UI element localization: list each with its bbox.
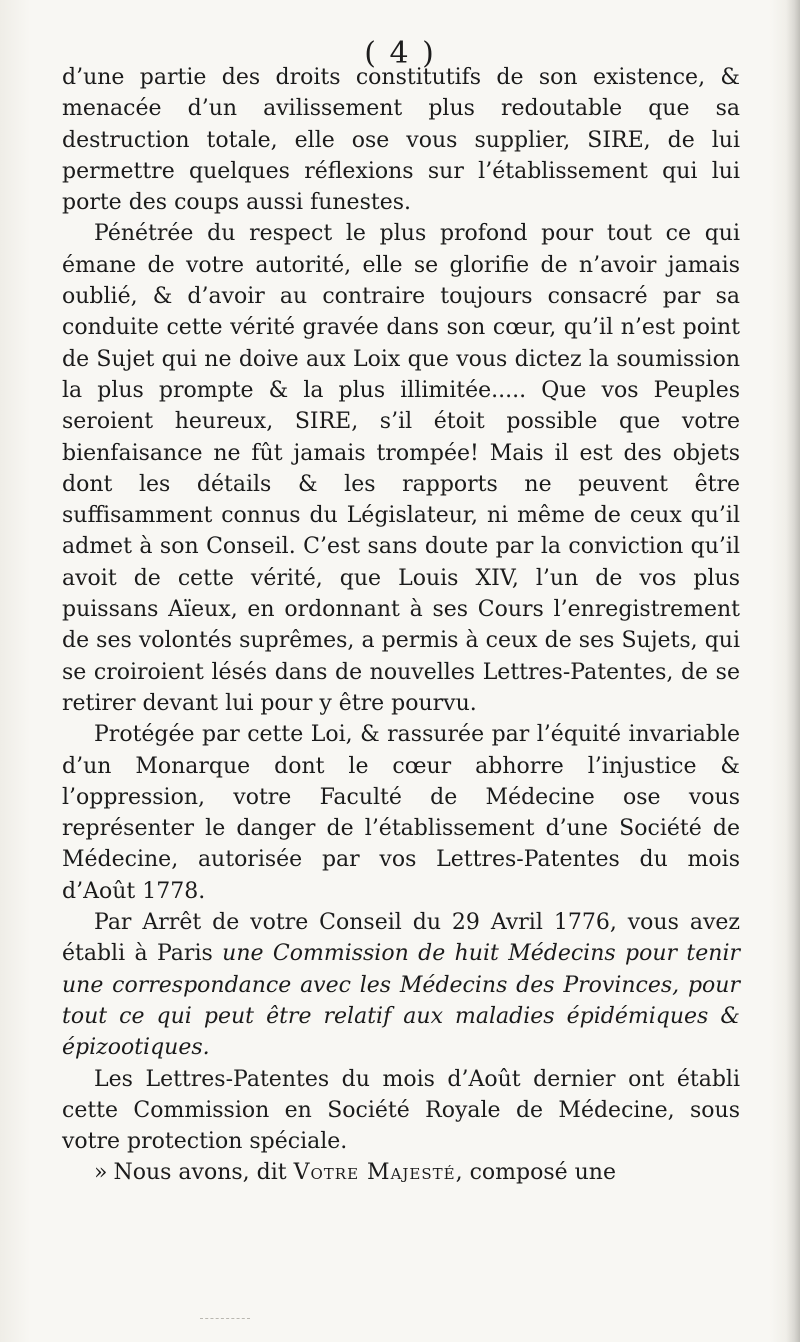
paragraph-arret — [62, 907, 740, 1063]
faint-bottom-mark — [200, 1318, 250, 1321]
quote-text-before: Nous avons, dit — [113, 1160, 294, 1186]
paragraph-continuation: d’une partie des droits constitutifs de son existence, & menacée d’un avilissement plus redoutable que sa destruction totale, elle ose vous supplier, SIRE, de lui permettre quelques réflexions sur l’établissement qui lui porte des coups aussi funestes. — [62, 65, 740, 216]
paragraph-respect: Pénétrée du respect le plus profond pour tout ce qui émane de votre autorité, elle se glorifie de n’avoir jamais oublié, & d’avoir au contraire toujours consacré par sa conduite cette vérité gravée dans son cœur, qu’il n’est point de Sujet qui ne doive aux Loix que vous dictez la soumission la plus prompte & la plus illimitée..... Que vos Peuples seroient heureux, SIRE, s’il étoit possible que votre bienfaisance ne fût jamais trompée! Mais il est des objets dont les détails & les rapports ne peuvent être suffisamment connus du Législateur, ni même de ceux qu’il admet à son Conseil. C’est sans doute par la conviction qu’il avoit de cette vérité, que Louis XIV, l’un de vos plus puissans Aïeux, en ordonnant à ses Cours l’enregistrement de ses volontés suprêmes, a permis à ceux de ses Sujets, qui se croiroient lésés dans de nouvelles Lettres-Patentes, de se retirer devant lui pour y être pourvu. — [62, 221, 740, 716]
quote-text-after: , composé une — [455, 1160, 616, 1186]
page-edge-shadow — [786, 0, 800, 1342]
body-text — [62, 62, 740, 1189]
paragraph-protegee: Protégée par cette Loi, & rassurée par l’équité invariable d’un Monarque dont le cœur abhorre l’injustice & l’oppression, votre Faculté de Médecine ose vous représenter le danger de l’établissement d’une Société de Médecine, autorisée par vos Lettres-Patentes du mois d’Août 1778. — [62, 722, 740, 904]
paragraph-lettres-patentes: Les Lettres-Patentes du mois d’Août dernier ont établi cette Commission en Société Royale de Médecine, sous votre protection spéciale. — [62, 1066, 740, 1155]
paragraph-quote — [62, 1157, 740, 1188]
votre-majeste-caps: Votre Majesté — [293, 1160, 456, 1186]
commission-italic-text: une Commission de huit Médecins pour tenir une correspondance avec les Médecins des Provinces, pour tout ce qui peut être relatif aux maladies épidémiques & épizootiques. — [62, 941, 740, 1061]
arret-text: Par Arrêt de votre Conseil du 29 Avril 1776, vous avez établi à Paris — [62, 910, 740, 967]
page-number: ( 4 ) — [364, 36, 436, 71]
quote-mark: » — [94, 1160, 108, 1186]
